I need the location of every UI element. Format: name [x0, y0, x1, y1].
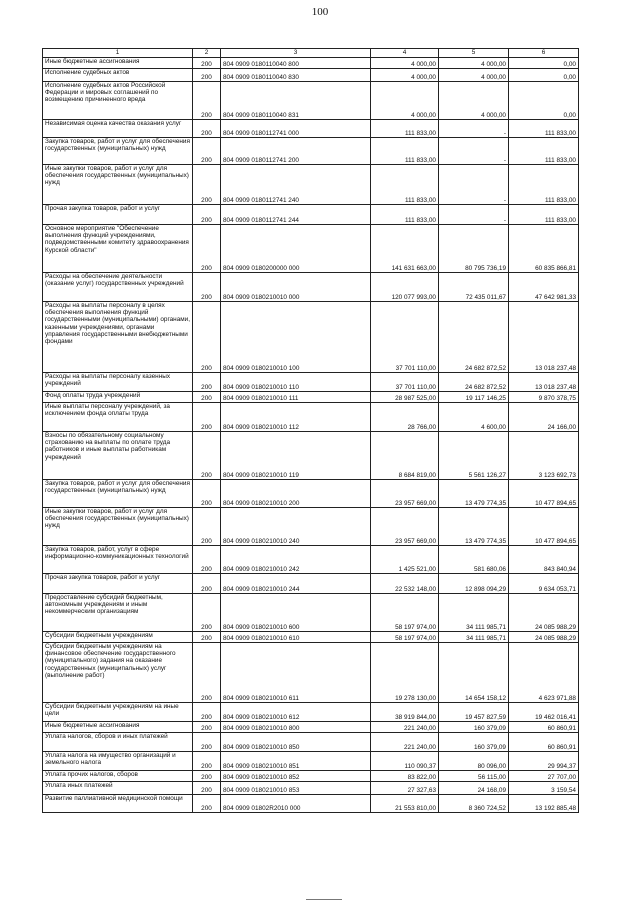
row-value-6: 0,00 — [509, 58, 579, 69]
row-kbk: 804 0909 0180210010 100 — [221, 302, 371, 373]
row-value-6: 111 833,00 — [509, 165, 579, 205]
row-name: Закупка товаров, работ и услуг для обеспечения государственных (муниципальных) нужд — [43, 480, 193, 508]
table-row — [43, 69, 579, 82]
row-value-4: 111 833,00 — [371, 120, 439, 138]
row-value-5: 4 000,00 — [439, 69, 509, 82]
row-kbk: 804 0909 0180210010 850 — [221, 733, 371, 752]
row-name: Фонд оплаты труда учреждений — [43, 392, 193, 403]
row-code: 200 — [193, 432, 221, 480]
row-code: 200 — [193, 594, 221, 632]
row-code: 200 — [193, 58, 221, 69]
page-number: 100 — [311, 6, 329, 18]
row-kbk: 804 0909 0180210010 612 — [221, 703, 371, 722]
row-value-5: 13 479 774,35 — [439, 480, 509, 508]
row-value-6: 10 477 894,65 — [509, 480, 579, 508]
row-kbk: 804 0909 0180210010 611 — [221, 643, 371, 703]
table-row — [43, 722, 579, 733]
row-value-4: 8 684 819,00 — [371, 432, 439, 480]
row-name: Исполнение судебных актов — [43, 69, 193, 82]
row-value-5: 72 435 011,67 — [439, 273, 509, 302]
row-name: Предоставление субсидий бюджетным, автономным учреждениям и иным некоммерческим организациям — [43, 594, 193, 632]
table-row — [43, 782, 579, 795]
table-row — [43, 82, 579, 120]
row-name: Основное мероприятие "Обеспечение выполнения функций учреждениями, подведомственными комитету здравоохранения Курской области" — [43, 225, 193, 273]
row-code: 200 — [193, 392, 221, 403]
row-code: 200 — [193, 632, 221, 643]
row-code: 200 — [193, 733, 221, 752]
row-value-6: 13 192 885,48 — [509, 795, 579, 813]
row-value-4: 22 532 148,00 — [371, 574, 439, 594]
table-row — [43, 795, 579, 813]
row-code: 200 — [193, 82, 221, 120]
row-value-6: 4 623 971,88 — [509, 643, 579, 703]
row-value-6: 60 835 866,81 — [509, 225, 579, 273]
row-code: 200 — [193, 120, 221, 138]
row-value-4: 4 000,00 — [371, 82, 439, 120]
budget-table — [42, 48, 579, 813]
table-row — [43, 58, 579, 69]
row-value-4: 19 278 130,00 — [371, 643, 439, 703]
row-name: Уплата прочих налогов, сборов — [43, 771, 193, 782]
row-kbk: 804 0909 0180210010 600 — [221, 594, 371, 632]
row-code: 200 — [193, 138, 221, 165]
row-code: 200 — [193, 722, 221, 733]
table-row — [43, 373, 579, 392]
row-value-6: 24 085 988,29 — [509, 632, 579, 643]
row-name: Субсидии бюджетным учреждениям — [43, 632, 193, 643]
bottom-mark — [306, 899, 342, 900]
row-kbk: 804 0909 0180210010 200 — [221, 480, 371, 508]
row-value-5: 13 479 774,35 — [439, 508, 509, 546]
row-value-5: 80 795 736,19 — [439, 225, 509, 273]
row-kbk: 804 0909 0180210010 853 — [221, 782, 371, 795]
row-name: Расходы на выплаты персоналу в целях обеспечения выполнения функций государственными (муниципальными) органами, казенными учреждениями, органами управления государственными внебюджетными фондами — [43, 302, 193, 373]
column-header-3: 3 — [221, 49, 371, 58]
row-kbk: 804 0909 0180110040 830 — [221, 69, 371, 82]
row-kbk: 804 0909 0180210010 000 — [221, 273, 371, 302]
row-value-5: 5 561 126,27 — [439, 432, 509, 480]
row-value-6: 19 462 016,41 — [509, 703, 579, 722]
row-value-6: 47 642 981,33 — [509, 273, 579, 302]
table-row — [43, 546, 579, 574]
row-kbk: 804 0909 0180110040 800 — [221, 58, 371, 69]
row-value-6: 3 123 692,73 — [509, 432, 579, 480]
row-kbk: 804 0909 0180110040 831 — [221, 82, 371, 120]
table-row — [43, 165, 579, 205]
table-row — [43, 733, 579, 752]
row-value-4: 38 919 844,00 — [371, 703, 439, 722]
row-kbk: 804 0909 0180210010 240 — [221, 508, 371, 546]
row-kbk: 804 0909 0180210010 119 — [221, 432, 371, 480]
row-code: 200 — [193, 782, 221, 795]
column-header-4: 4 — [371, 49, 439, 58]
row-kbk: 804 0909 0180210010 111 — [221, 392, 371, 403]
row-name: Прочая закупка товаров, работ и услуг — [43, 574, 193, 594]
row-value-4: 1 425 521,00 — [371, 546, 439, 574]
row-code: 200 — [193, 225, 221, 273]
row-value-6: 24 166,00 — [509, 403, 579, 432]
row-kbk: 804 0909 0180210010 852 — [221, 771, 371, 782]
row-value-5: - — [439, 138, 509, 165]
row-kbk: 804 0909 0180112741 244 — [221, 205, 371, 225]
row-value-4: 28 766,00 — [371, 403, 439, 432]
row-value-5: 34 111 985,71 — [439, 594, 509, 632]
row-code: 200 — [193, 273, 221, 302]
row-kbk: 804 0909 0180210010 110 — [221, 373, 371, 392]
table-row — [43, 302, 579, 373]
table-row — [43, 273, 579, 302]
row-value-5: 24 168,09 — [439, 782, 509, 795]
row-value-4: 58 197 974,00 — [371, 632, 439, 643]
row-name: Иные бюджетные ассигнования — [43, 58, 193, 69]
table-row — [43, 574, 579, 594]
row-code: 200 — [193, 403, 221, 432]
row-kbk: 804 0909 0180210010 242 — [221, 546, 371, 574]
row-value-5: 581 680,06 — [439, 546, 509, 574]
row-name: Иные закупки товаров, работ и услуг для обеспечения государственных (муниципальных) нужд — [43, 165, 193, 205]
row-value-5: 80 096,00 — [439, 752, 509, 771]
table-row — [43, 403, 579, 432]
row-value-6: 10 477 894,65 — [509, 508, 579, 546]
row-value-5: 160 379,09 — [439, 722, 509, 733]
row-value-6: 0,00 — [509, 69, 579, 82]
row-value-6: 9 870 378,75 — [509, 392, 579, 403]
row-kbk: 804 0909 0180210010 800 — [221, 722, 371, 733]
row-kbk: 804 0909 0180210010 244 — [221, 574, 371, 594]
row-value-4: 21 553 810,00 — [371, 795, 439, 813]
row-name: Субсидии бюджетным учреждениям на иные цели — [43, 703, 193, 722]
row-code: 200 — [193, 771, 221, 782]
row-value-5: 19 457 827,59 — [439, 703, 509, 722]
table-row — [43, 752, 579, 771]
row-value-5: 19 117 146,25 — [439, 392, 509, 403]
row-value-6: 13 018 237,48 — [509, 302, 579, 373]
row-value-4: 37 701 110,00 — [371, 302, 439, 373]
table-row — [43, 771, 579, 782]
row-code: 200 — [193, 643, 221, 703]
row-value-6: 13 018 237,48 — [509, 373, 579, 392]
row-value-5: 8 360 724,52 — [439, 795, 509, 813]
row-value-4: 4 000,00 — [371, 58, 439, 69]
row-value-6: 843 840,94 — [509, 546, 579, 574]
table-row — [43, 643, 579, 703]
row-value-5: 34 111 985,71 — [439, 632, 509, 643]
row-code: 200 — [193, 574, 221, 594]
column-header-1: 1 — [43, 49, 193, 58]
row-name: Закупка товаров, работ, услуг в сфере информационно-коммуникационных технологий — [43, 546, 193, 574]
row-value-6: 9 634 053,71 — [509, 574, 579, 594]
row-value-4: 23 957 669,00 — [371, 508, 439, 546]
row-value-6: 29 994,37 — [509, 752, 579, 771]
row-code: 200 — [193, 752, 221, 771]
row-name: Исполнение судебных актов Российской Федерации и мировых соглашений по возмещению причиненного вреда — [43, 82, 193, 120]
row-value-4: 37 701 110,00 — [371, 373, 439, 392]
row-name: Иные выплаты персоналу учреждений, за исключением фонда оплаты труда — [43, 403, 193, 432]
row-code: 200 — [193, 508, 221, 546]
row-name: Прочая закупка товаров, работ и услуг — [43, 205, 193, 225]
row-name: Субсидии бюджетным учреждениям на финансовое обеспечение государственного (муниципального) задания на оказание государственных (муниципальных) услуг (выполнение работ) — [43, 643, 193, 703]
row-code: 200 — [193, 703, 221, 722]
row-value-6: 60 860,91 — [509, 722, 579, 733]
row-value-4: 23 957 669,00 — [371, 480, 439, 508]
row-value-4: 110 090,37 — [371, 752, 439, 771]
row-value-5: 4 000,00 — [439, 82, 509, 120]
table-row — [43, 392, 579, 403]
row-value-4: 120 077 993,00 — [371, 273, 439, 302]
row-kbk: 804 0909 0180112741 240 — [221, 165, 371, 205]
row-kbk: 804 0909 0180210010 851 — [221, 752, 371, 771]
row-value-6: 60 860,91 — [509, 733, 579, 752]
row-value-4: 111 833,00 — [371, 205, 439, 225]
row-value-6: 3 159,54 — [509, 782, 579, 795]
table-row — [43, 703, 579, 722]
row-value-6: 27 707,00 — [509, 771, 579, 782]
column-header-5: 5 — [439, 49, 509, 58]
row-kbk: 804 0909 0180112741 000 — [221, 120, 371, 138]
row-value-4: 221 240,00 — [371, 733, 439, 752]
table-row — [43, 594, 579, 632]
table-row — [43, 508, 579, 546]
row-value-5: 24 682 872,52 — [439, 302, 509, 373]
row-value-4: 27 327,63 — [371, 782, 439, 795]
row-kbk: 804 0909 0180112741 200 — [221, 138, 371, 165]
table-row — [43, 138, 579, 165]
column-header-6: 6 — [509, 49, 579, 58]
row-value-5: - — [439, 165, 509, 205]
row-value-4: 221 240,00 — [371, 722, 439, 733]
table-row — [43, 480, 579, 508]
row-value-5: 160 379,09 — [439, 733, 509, 752]
row-name: Иные закупки товаров, работ и услуг для обеспечения государственных (муниципальных) нужд — [43, 508, 193, 546]
row-value-4: 28 987 525,00 — [371, 392, 439, 403]
row-value-4: 58 197 974,00 — [371, 594, 439, 632]
row-value-6: 111 833,00 — [509, 205, 579, 225]
column-header-2: 2 — [193, 49, 221, 58]
row-value-6: 111 833,00 — [509, 120, 579, 138]
row-value-4: 83 822,00 — [371, 771, 439, 782]
table-row — [43, 225, 579, 273]
row-value-4: 4 000,00 — [371, 69, 439, 82]
row-value-4: 111 833,00 — [371, 165, 439, 205]
row-code: 200 — [193, 302, 221, 373]
row-value-6: 0,00 — [509, 82, 579, 120]
table-header-row — [43, 49, 579, 58]
row-value-5: - — [439, 120, 509, 138]
row-value-5: 4 000,00 — [439, 58, 509, 69]
row-name: Развитие паллиативной медицинской помощи — [43, 795, 193, 813]
row-value-6: 24 085 988,29 — [509, 594, 579, 632]
row-value-5: 4 600,00 — [439, 403, 509, 432]
row-value-4: 141 631 663,00 — [371, 225, 439, 273]
row-value-5: 24 682 872,52 — [439, 373, 509, 392]
row-code: 200 — [193, 546, 221, 574]
table-row — [43, 205, 579, 225]
row-code: 200 — [193, 795, 221, 813]
row-code: 200 — [193, 373, 221, 392]
row-code: 200 — [193, 69, 221, 82]
row-name: Взносы по обязательному социальному страхованию на выплаты по оплате труда работников и иные выплаты работникам учреждений — [43, 432, 193, 480]
table-row — [43, 432, 579, 480]
row-name: Иные бюджетные ассигнования — [43, 722, 193, 733]
row-value-5: 56 115,00 — [439, 771, 509, 782]
row-code: 200 — [193, 205, 221, 225]
row-value-5: - — [439, 205, 509, 225]
row-value-4: 111 833,00 — [371, 138, 439, 165]
row-code: 200 — [193, 165, 221, 205]
row-name: Уплата налога на имущество организаций и земельного налога — [43, 752, 193, 771]
row-kbk: 804 0909 01802R2010 000 — [221, 795, 371, 813]
row-name: Расходы на обеспечение деятельности (оказание услуг) государственных учреждений — [43, 273, 193, 302]
row-kbk: 804 0909 0180200000 000 — [221, 225, 371, 273]
row-code: 200 — [193, 480, 221, 508]
row-name: Расходы на выплаты персоналу казенных учреждений — [43, 373, 193, 392]
row-kbk: 804 0909 0180210010 112 — [221, 403, 371, 432]
table-row — [43, 632, 579, 643]
row-value-6: 111 833,00 — [509, 138, 579, 165]
row-value-5: 12 898 094,29 — [439, 574, 509, 594]
row-name: Уплата иных платежей — [43, 782, 193, 795]
row-kbk: 804 0909 0180210010 610 — [221, 632, 371, 643]
row-name: Уплата налогов, сборов и иных платежей — [43, 733, 193, 752]
table-body — [43, 58, 579, 813]
row-name: Независимая оценка качества оказания услуг — [43, 120, 193, 138]
row-value-5: 14 654 158,12 — [439, 643, 509, 703]
table-row — [43, 120, 579, 138]
row-name: Закупка товаров, работ и услуг для обеспечения государственных (муниципальных) нужд — [43, 138, 193, 165]
